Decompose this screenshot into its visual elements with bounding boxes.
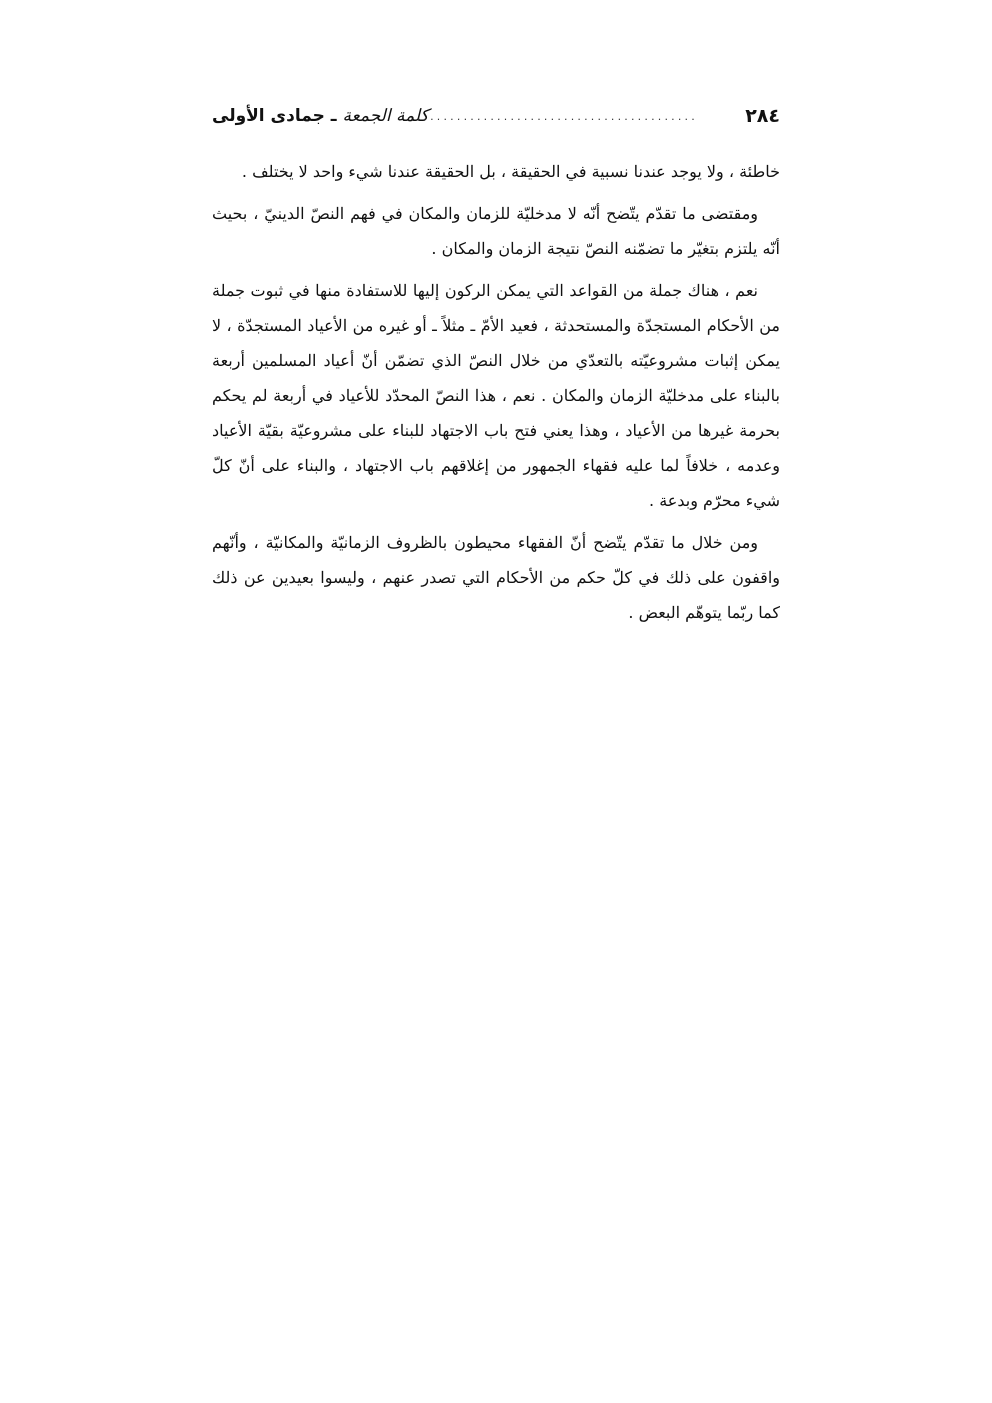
paragraph-4: ومن خلال ما تقدّم يتّضح أنّ الفقهاء محيطون بالظروف الزمانيّة والمكانيّة ، وأنّهم واقفون على ذلك في كلّ حكم من الأحكام التي تصدر عنهم ، وليسوا بعيدين عن ذلك كما ربّما يتوهّم البعض . [212, 533, 780, 622]
section-month: جمادى الأولى [212, 106, 325, 126]
page-body [212, 154, 780, 637]
paragraph-3: نعم ، هناك جملة من القواعد التي يمكن الركون إليها للاستفادة منها في ثبوت جملة من الأحكام المستجدّة والمستحدثة ، فعيد الأمّ ـ مثلاً ـ أو غيره من الأعياد المستجدّة ، لا يمكن إثبات مشروعيّته بالتعدّي من خلال النصّ الذي تضمّن أنّ أعياد المسلمين أربعة بالبناء على مدخليّة الزمان والمكان . نعم ، هذا النصّ المحدّد للأعياد في أربعة لم يحكم بحرمة غيرها من الأعياد ، وهذا يعني فتح باب الاجتهاد للبناء على مشروعيّة بقيّة الأعياد وعدمه ، خلافاً لما عليه فقهاء الجمهور من إغلاقهم باب الاجتهاد ، والبناء على أنّ كلّ شيء محرّم وبدعة . [212, 281, 780, 510]
book-title-logo: كلمة الجمعة [342, 106, 429, 126]
running-title [212, 102, 429, 130]
page-number: ٢٨٤ [745, 105, 780, 127]
page-header [212, 102, 780, 132]
title-separator: ـ [324, 106, 343, 126]
paragraph-2: ومقتضى ما تقدّم يتّضح أنّه لا مدخليّة للزمان والمكان في فهم النصّ الدينيّ ، بحيث أنّه يلتزم بتغيّر ما تضمّنه النصّ نتيجة الزمان والمكان . [212, 204, 780, 258]
paragraph-1: خاطئة ، ولا يوجد عندنا نسبية في الحقيقة ، بل الحقيقة عندنا شيء واحد لا يختلف . [241, 162, 780, 181]
header-leader-dots: ........................................... [410, 110, 698, 123]
